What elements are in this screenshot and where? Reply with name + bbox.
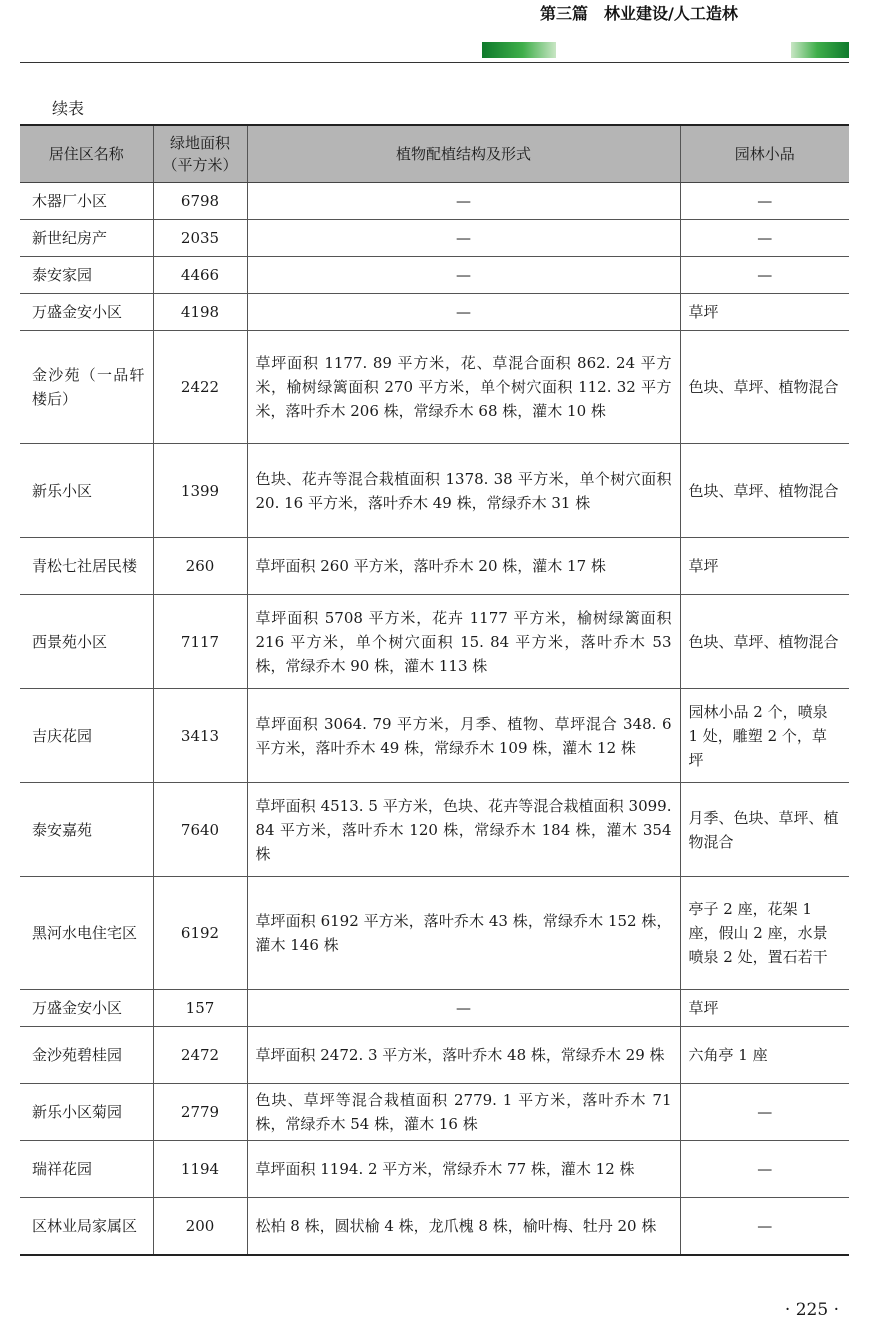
- residence-name-cell: 黑河水电住宅区: [20, 877, 153, 990]
- residence-name-cell: 吉庆花园: [20, 689, 153, 783]
- green-area-cell: 6192: [153, 877, 247, 990]
- garden-features-cell: 亭子 2 座，花架 1 座，假山 2 座，水景喷泉 2 处，置石若干: [680, 877, 849, 990]
- column-header-plants: 植物配植结构及形式: [247, 125, 680, 183]
- running-header: [20, 38, 849, 64]
- green-area-cell: 2035: [153, 220, 247, 257]
- green-area-cell: 6798: [153, 183, 247, 220]
- table-row: [20, 331, 849, 444]
- column-header-features: 园林小品: [680, 125, 849, 183]
- chapter-title: 第三篇 林业建设/人工造林: [540, 4, 738, 23]
- green-area-cell: 2422: [153, 331, 247, 444]
- residence-name-cell: 新世纪房产: [20, 220, 153, 257]
- planting-structure-cell: 草坪面积 6192 平方米，落叶乔木 43 株，常绿乔木 152 株，灌木 146 株: [247, 877, 680, 990]
- residence-name-cell: 区林业局家属区: [20, 1198, 153, 1255]
- planting-structure-cell: —: [247, 220, 680, 257]
- planting-structure-cell: 色块、花卉等混合栽植面积 1378. 38 平方米，单个树穴面积 20. 16 平方米，落叶乔木 49 株，常绿乔木 31 株: [247, 444, 680, 538]
- planting-structure-cell: —: [247, 294, 680, 331]
- green-area-cell: 7640: [153, 783, 247, 877]
- planting-structure-cell: 草坪面积 1177. 89 平方米，花、草混合面积 862. 24 平方米，榆树绿篱面积 270 平方米，单个树穴面积 112. 32 平方米，落叶乔木 206 株，常绿乔木 68 株，灌木 10 株: [247, 331, 680, 444]
- residence-name-cell: 金沙苑（一品轩楼后）: [20, 331, 153, 444]
- table-row: [20, 689, 849, 783]
- column-header-name: 居住区名称: [20, 125, 153, 183]
- table-row: [20, 220, 849, 257]
- green-area-cell: 157: [153, 990, 247, 1027]
- green-area-cell: 1194: [153, 1141, 247, 1198]
- table-row: [20, 783, 849, 877]
- garden-features-cell: —: [680, 1141, 849, 1198]
- table-row: [20, 257, 849, 294]
- residence-name-cell: 泰安家园: [20, 257, 153, 294]
- garden-features-cell: —: [680, 183, 849, 220]
- green-area-cell: 200: [153, 1198, 247, 1255]
- table-row: [20, 294, 849, 331]
- garden-features-cell: —: [680, 220, 849, 257]
- planting-structure-cell: 色块、草坪等混合栽植面积 2779. 1 平方米，落叶乔木 71 株，常绿乔木 54 株，灌木 16 株: [247, 1084, 680, 1141]
- residence-name-cell: 新乐小区: [20, 444, 153, 538]
- table-row: [20, 877, 849, 990]
- header-decoration-left: [482, 42, 556, 58]
- residence-name-cell: 西景苑小区: [20, 595, 153, 689]
- continued-table-label: 续表: [52, 99, 85, 118]
- table-row: [20, 1027, 849, 1084]
- green-area-cell: 260: [153, 538, 247, 595]
- residence-name-cell: 新乐小区菊园: [20, 1084, 153, 1141]
- planting-structure-cell: —: [247, 183, 680, 220]
- table-row: [20, 538, 849, 595]
- garden-features-cell: 草坪: [680, 990, 849, 1027]
- garden-features-cell: 六角亭 1 座: [680, 1027, 849, 1084]
- planting-structure-cell: —: [247, 990, 680, 1027]
- planting-structure-cell: 草坪面积 3064. 79 平方米，月季、植物、草坪混合 348. 6 平方米，落叶乔木 49 株，常绿乔木 109 株，灌木 12 株: [247, 689, 680, 783]
- planting-structure-cell: 松柏 8 株，圆状榆 4 株，龙爪槐 8 株，榆叶梅、牡丹 20 株: [247, 1198, 680, 1255]
- residence-name-cell: 金沙苑碧桂园: [20, 1027, 153, 1084]
- residence-name-cell: 木器厂小区: [20, 183, 153, 220]
- green-area-cell: 1399: [153, 444, 247, 538]
- garden-features-cell: —: [680, 1198, 849, 1255]
- planting-structure-cell: —: [247, 257, 680, 294]
- green-area-cell: 7117: [153, 595, 247, 689]
- green-area-cell: 4198: [153, 294, 247, 331]
- table-body: [20, 183, 849, 1255]
- planting-structure-cell: 草坪面积 2472. 3 平方米，落叶乔木 48 株，常绿乔木 29 株: [247, 1027, 680, 1084]
- header-decoration-right: [791, 42, 849, 58]
- residence-name-cell: 瑞祥花园: [20, 1141, 153, 1198]
- planting-structure-cell: 草坪面积 4513. 5 平方米，色块、花卉等混合栽植面积 3099. 84 平方米，落叶乔木 120 株，常绿乔木 184 株，灌木 354 株: [247, 783, 680, 877]
- table-row: [20, 1198, 849, 1255]
- garden-features-cell: 园林小品 2 个，喷泉 1 处，雕塑 2 个，草坪: [680, 689, 849, 783]
- table-row: [20, 595, 849, 689]
- garden-features-cell: 色块、草坪、植物混合: [680, 595, 849, 689]
- residence-name-cell: 万盛金安小区: [20, 294, 153, 331]
- table-row: [20, 1084, 849, 1141]
- planting-structure-cell: 草坪面积 260 平方米，落叶乔木 20 株，灌木 17 株: [247, 538, 680, 595]
- header-divider: [20, 62, 849, 63]
- garden-features-cell: 草坪: [680, 538, 849, 595]
- garden-features-cell: 色块、草坪、植物混合: [680, 331, 849, 444]
- page-number: · 225 ·: [784, 1300, 839, 1320]
- column-header-area: 绿地面积 （平方米）: [153, 125, 247, 183]
- table-row: [20, 990, 849, 1027]
- garden-features-cell: —: [680, 1084, 849, 1141]
- table-row: [20, 444, 849, 538]
- table-row: [20, 183, 849, 220]
- garden-features-cell: 月季、色块、草坪、植物混合: [680, 783, 849, 877]
- table-row: [20, 1141, 849, 1198]
- garden-features-cell: 草坪: [680, 294, 849, 331]
- residence-name-cell: 万盛金安小区: [20, 990, 153, 1027]
- residence-name-cell: 泰安嘉苑: [20, 783, 153, 877]
- residence-name-cell: 青松七社居民楼: [20, 538, 153, 595]
- green-area-cell: 3413: [153, 689, 247, 783]
- planting-structure-cell: 草坪面积 1194. 2 平方米，常绿乔木 77 株，灌木 12 株: [247, 1141, 680, 1198]
- green-area-cell: 4466: [153, 257, 247, 294]
- residential-greenery-table: [20, 124, 849, 1256]
- garden-features-cell: 色块、草坪、植物混合: [680, 444, 849, 538]
- green-area-cell: 2779: [153, 1084, 247, 1141]
- planting-structure-cell: 草坪面积 5708 平方米，花卉 1177 平方米，榆树绿篱面积 216 平方米，单个树穴面积 15. 84 平方米，落叶乔木 53 株，常绿乔木 90 株，灌木 113 株: [247, 595, 680, 689]
- table-header-row: [20, 125, 849, 183]
- garden-features-cell: —: [680, 257, 849, 294]
- green-area-cell: 2472: [153, 1027, 247, 1084]
